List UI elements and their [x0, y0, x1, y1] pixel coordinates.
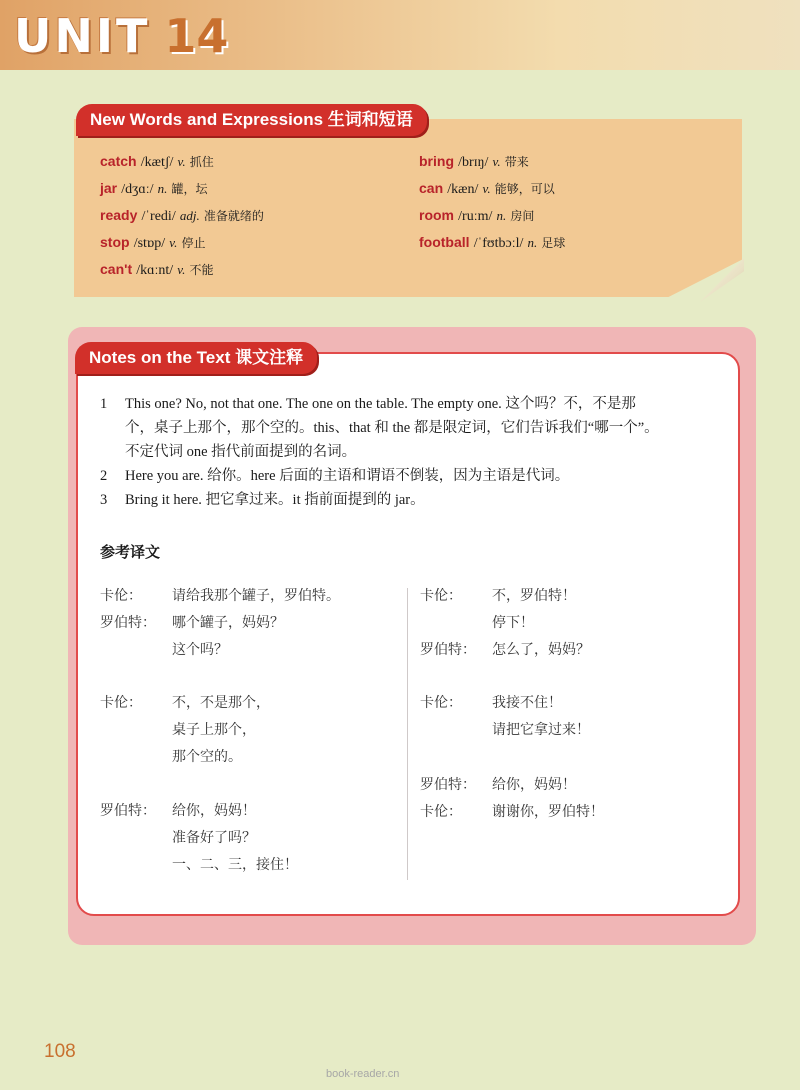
part-of-speech: v.: [492, 154, 501, 169]
translation-title: 参考译文: [100, 543, 161, 561]
headword: bring: [419, 153, 454, 169]
word-entry: [100, 148, 264, 175]
dialogue-line: 准备好了吗？: [172, 830, 256, 846]
page-number: 108: [44, 1041, 76, 1062]
word-entry: [100, 229, 264, 256]
headword: can't: [100, 261, 133, 277]
dialogue-line: 谢谢你，罗伯特！: [492, 804, 604, 820]
part-of-speech: v.: [482, 181, 491, 196]
unit-title: [14, 6, 228, 66]
dialogue-line: 给你，妈妈！: [492, 777, 576, 793]
word-entry: [419, 202, 565, 229]
meaning: 罐，坛: [171, 182, 208, 196]
notes-section-title: Notes on the Text 课文注释: [75, 342, 317, 374]
speaker-name: 卡伦：: [100, 588, 142, 604]
speaker-name: 罗伯特：: [420, 777, 476, 793]
word-entry: [419, 229, 565, 256]
word-entry: [419, 148, 565, 175]
part-of-speech: v.: [177, 262, 186, 277]
headword: ready: [100, 207, 138, 223]
dialogue-line: 给你，妈妈！: [172, 803, 256, 819]
phonetic: /kætʃ/: [140, 155, 174, 170]
meaning: 足球: [541, 236, 566, 250]
part-of-speech: v.: [177, 154, 186, 169]
note-item: [100, 488, 725, 512]
note-line: This one? No, not that one. The one on the table. The empty one. 这个吗？不，不是那: [125, 396, 636, 412]
notes-list: [100, 392, 725, 512]
meaning: 准备就绪的: [203, 209, 264, 223]
meaning: 停止: [181, 236, 206, 250]
meaning: 带来: [504, 155, 529, 169]
note-line: 个，桌子上那个，那个空的。this、that 和 the 都是限定词，它们告诉我们“哪一个”。: [125, 420, 659, 436]
headword: football: [419, 234, 470, 250]
part-of-speech: n.: [496, 208, 507, 223]
dialogue-line: 请给我那个罐子，罗伯特。: [172, 588, 340, 604]
note-number: 1: [100, 396, 108, 412]
speaker-name: 罗伯特：: [420, 642, 476, 658]
phonetic: /ˈfʊtbɔːl/: [473, 236, 524, 251]
part-of-speech: n.: [527, 235, 538, 250]
phonetic: /ruːm/: [458, 209, 493, 224]
note-line: Bring it here. 把它拿过来。it 指前面提到的 jar。: [125, 492, 425, 508]
dialogue-line: 桌子上那个，: [172, 722, 256, 738]
speaker-name: 卡伦：: [420, 588, 462, 604]
dialogue-line: 不，不是那个，: [172, 695, 270, 711]
meaning: 房间: [510, 209, 535, 223]
unit-number: 14: [164, 9, 229, 63]
part-of-speech: adj.: [179, 208, 200, 223]
speaker-name: 罗伯特：: [100, 803, 156, 819]
dialogue-line: 这个吗？: [172, 642, 228, 658]
word-entry: [419, 175, 565, 202]
speaker-name: 卡伦：: [420, 695, 462, 711]
phonetic: /ˈredi/: [141, 209, 176, 224]
note-number: 3: [100, 492, 108, 508]
speaker-name: 卡伦：: [420, 804, 462, 820]
phonetic: /brɪŋ/: [458, 155, 489, 170]
phonetic: /kæn/: [447, 182, 479, 197]
part-of-speech: n.: [157, 181, 168, 196]
dialogue-line: 怎么了，妈妈？: [492, 642, 590, 658]
dialogue-line: 不，罗伯特！: [492, 588, 576, 604]
phonetic: /dʒɑː/: [121, 182, 154, 197]
dialogue-line: 请把它拿过来！: [492, 722, 590, 738]
word-entry: [100, 202, 264, 229]
dialogue-line: 我接不住！: [492, 695, 562, 711]
unit-word: UNIT: [14, 9, 151, 63]
part-of-speech: v.: [169, 235, 178, 250]
headword: room: [419, 207, 454, 223]
note-item: [100, 464, 725, 488]
words-left-column: [100, 148, 264, 283]
words-section-title: New Words and Expressions 生词和短语: [76, 104, 427, 136]
watermark: book-reader.cn: [326, 1068, 400, 1080]
words-right-column: [419, 148, 565, 256]
speaker-name: 卡伦：: [100, 695, 142, 711]
dialogue-line: 一、二、三，接住！: [172, 857, 298, 873]
headword: stop: [100, 234, 130, 250]
meaning: 不能: [189, 263, 214, 277]
note-line: 不定代词 one 指代前面提到的名词。: [125, 444, 357, 460]
phonetic: /kɑːnt/: [136, 263, 174, 278]
headword: catch: [100, 153, 137, 169]
speaker-name: 罗伯特：: [100, 615, 156, 631]
meaning: 抓住: [189, 155, 214, 169]
note-number: 2: [100, 468, 108, 484]
phonetic: /stɒp/: [133, 236, 166, 251]
meaning: 能够，可以: [494, 182, 555, 196]
dialogue-line: 停下！: [492, 615, 534, 631]
dialogue-line: 哪个罐子，妈妈？: [172, 615, 284, 631]
word-entry: [100, 175, 264, 202]
headword: can: [419, 180, 444, 196]
word-entry: [100, 256, 264, 283]
column-divider: [407, 588, 408, 880]
note-item: [100, 392, 725, 464]
dialogue-line: 那个空的。: [172, 749, 242, 765]
note-line: Here you are. 给你。here 后面的主语和谓语不倒装，因为主语是代词。: [125, 468, 570, 484]
headword: jar: [100, 180, 118, 196]
